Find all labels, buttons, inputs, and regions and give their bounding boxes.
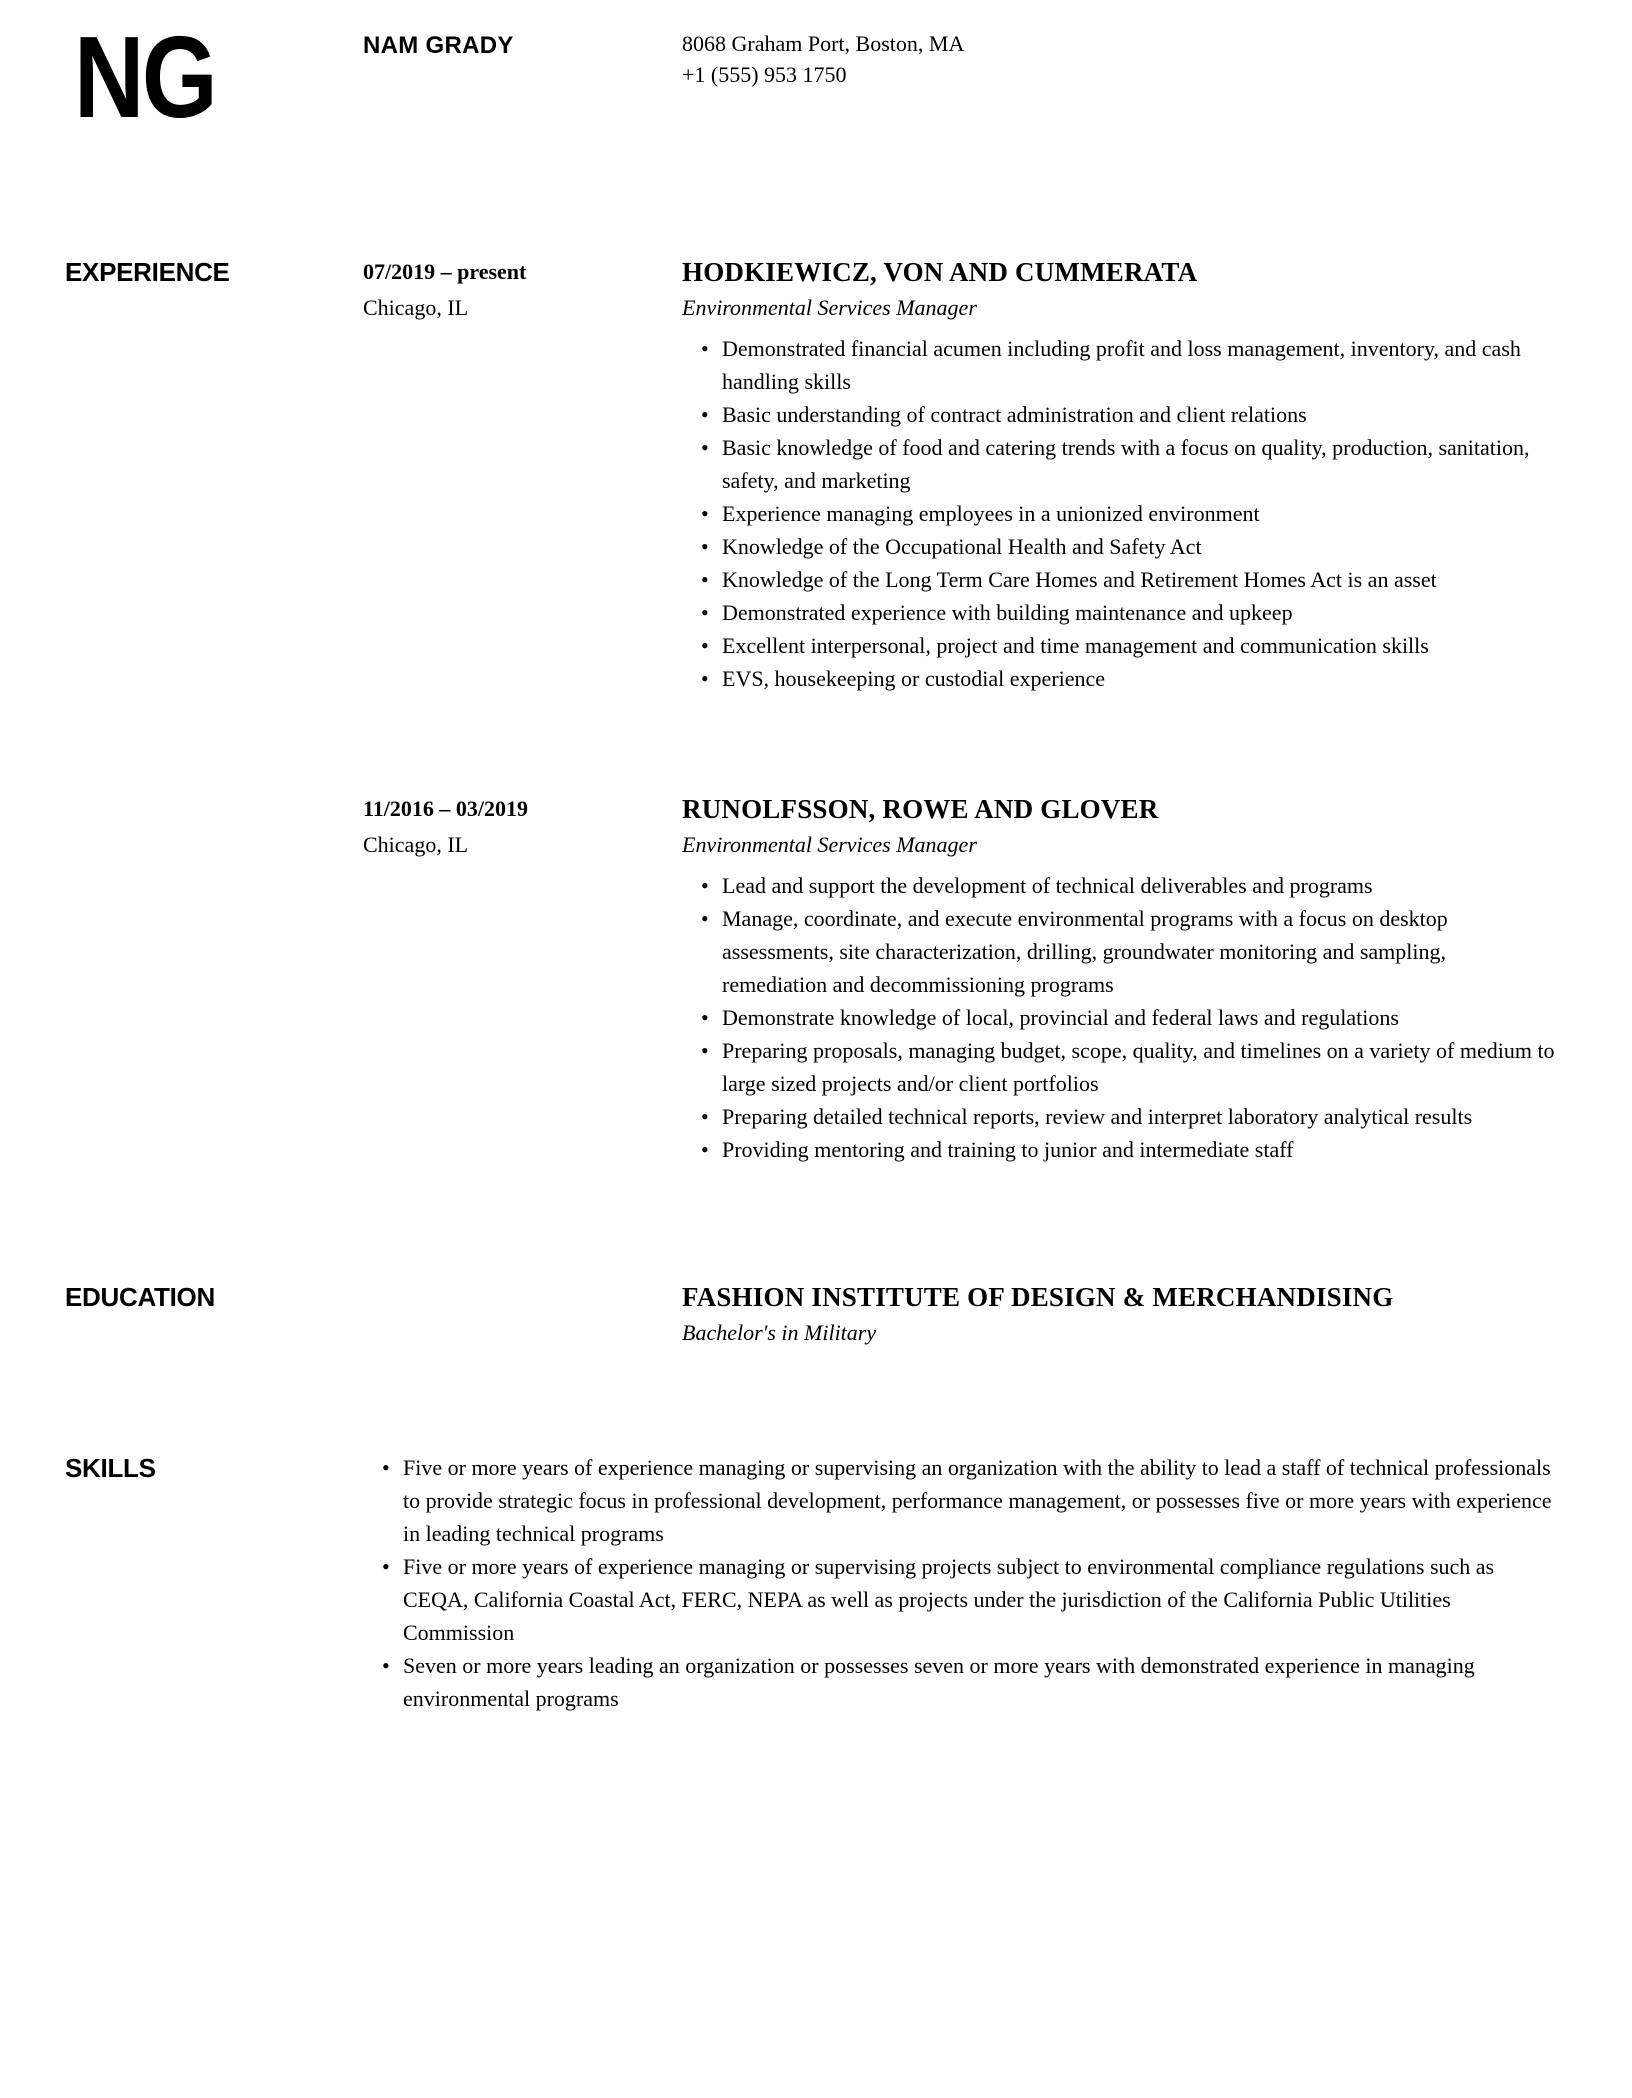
company-name: RUNOLFSSON, ROWE AND GLOVER — [682, 794, 1159, 824]
header — [65, 12, 1570, 142]
job-bullet-list — [682, 869, 1570, 1166]
bullet-item: • Basic understanding of contract administration and client relations — [682, 398, 1570, 431]
job-title: Environmental Services Manager — [682, 295, 977, 320]
monogram: NG — [74, 12, 216, 142]
bullet-item: • Five or more years of experience managing or supervising an organization with the ability to lead a staff of technical professionals to provide strategic focus in professional development, performance management, or possesses five or more years with experience in leading technical programs — [363, 1451, 1570, 1550]
job-dates: 07/2019 – present — [363, 259, 527, 284]
bullet-item: • Experience managing employees in a unionized environment — [682, 497, 1570, 530]
school-name: FASHION INSTITUTE OF DESIGN & MERCHANDISING — [682, 1282, 1394, 1312]
experience-body — [363, 253, 1570, 1166]
skills-bullet-list — [363, 1451, 1570, 1715]
education-body — [363, 1278, 1570, 1349]
skills-body — [363, 1449, 1570, 1715]
bullet-item: • Knowledge of the Long Term Care Homes and Retirement Homes Act is an asset — [682, 563, 1570, 596]
job-title: Environmental Services Manager — [682, 832, 977, 857]
address: 8068 Graham Port, Boston, MA — [682, 31, 965, 56]
degree: Bachelor's in Military — [682, 1320, 877, 1345]
section-label-skills: SKILLS — [65, 1453, 156, 1483]
contact-info — [682, 28, 1570, 138]
job-location: Chicago, IL — [363, 832, 469, 857]
experience-section — [65, 253, 1570, 1166]
bullet-item: • Demonstrated experience with building maintenance and upkeep — [682, 596, 1570, 629]
header-right — [363, 28, 1570, 138]
phone: +1 (555) 953 1750 — [682, 62, 847, 87]
bullet-item: • Basic knowledge of food and catering trends with a focus on quality, production, sanitation, safety, and marketing — [682, 431, 1570, 497]
bullet-item: • Preparing detailed technical reports, review and interpret laboratory analytical results — [682, 1100, 1570, 1133]
education-main — [682, 1278, 1570, 1349]
bullet-item: • Providing mentoring and training to junior and intermediate staff — [682, 1133, 1570, 1166]
bullet-item: • Demonstrate knowledge of local, provincial and federal laws and regulations — [682, 1001, 1570, 1034]
job-dates: 11/2016 – 03/2019 — [363, 796, 529, 821]
job-meta — [363, 253, 682, 695]
bullet-item: • Excellent interpersonal, project and time management and communication skills — [682, 629, 1570, 662]
job-main — [682, 253, 1570, 695]
bullet-item: • Lead and support the development of technical deliverables and programs — [682, 869, 1570, 902]
education-section — [65, 1278, 1570, 1349]
job-bullet-list — [682, 332, 1570, 695]
section-label-experience: EXPERIENCE — [65, 257, 230, 287]
job-entry — [363, 790, 1570, 1166]
job-main — [682, 790, 1570, 1166]
bullet-item: • EVS, housekeeping or custodial experience — [682, 662, 1570, 695]
education-meta — [363, 1278, 682, 1349]
bullet-item: • Demonstrated financial acumen including profit and loss management, inventory, and cash handling skills — [682, 332, 1570, 398]
bullet-item: • Manage, coordinate, and execute environmental programs with a focus on desktop assessments, site characterization, drilling, groundwater monitoring and sampling, remediation and decommissioning programs — [682, 902, 1570, 1001]
skills-section — [65, 1449, 1570, 1715]
company-name: HODKIEWICZ, VON AND CUMMERATA — [682, 257, 1198, 287]
bullet-item: • Preparing proposals, managing budget, scope, quality, and timelines on a variety of medium to large sized projects and/or client portfolios — [682, 1034, 1570, 1100]
bullet-item: • Five or more years of experience managing or supervising projects subject to environmental compliance regulations such as CEQA, California Coastal Act, FERC, NEPA as well as projects under the jurisdiction of the California Public Utilities Commission — [363, 1550, 1570, 1649]
job-entry — [363, 253, 1570, 695]
bullet-item: • Seven or more years leading an organization or possesses seven or more years with demonstrated experience in managing environmental programs — [363, 1649, 1570, 1715]
job-location: Chicago, IL — [363, 295, 469, 320]
job-meta — [363, 790, 682, 1166]
person-name: NAM GRADY — [363, 32, 514, 59]
bullet-item: • Knowledge of the Occupational Health and Safety Act — [682, 530, 1570, 563]
section-label-education: EDUCATION — [65, 1282, 215, 1312]
monogram-cell — [65, 12, 363, 142]
